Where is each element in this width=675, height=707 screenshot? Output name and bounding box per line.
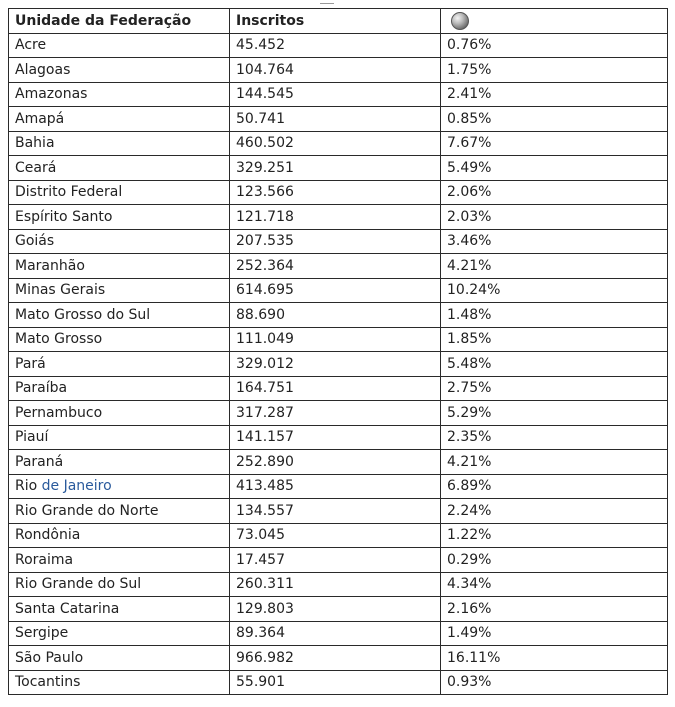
cell-state: Amazonas [9, 82, 230, 107]
cell-enrolled: 164.751 [230, 376, 441, 401]
cell-state: Bahia [9, 131, 230, 156]
table-row [9, 205, 668, 230]
cell-enrolled: 50.741 [230, 107, 441, 132]
cell-enrolled: 129.803 [230, 597, 441, 622]
top-edge-mark [320, 0, 334, 4]
cell-enrolled: 123.566 [230, 180, 441, 205]
cell-percent: 1.85% [441, 327, 668, 352]
cell-enrolled: 88.690 [230, 303, 441, 328]
table-row [9, 670, 668, 695]
globe-icon [451, 12, 469, 30]
cell-state: Roraima [9, 548, 230, 573]
cell-enrolled: 317.287 [230, 401, 441, 426]
cell-enrolled: 966.982 [230, 646, 441, 671]
cell-percent: 2.06% [441, 180, 668, 205]
cell-state: Acre [9, 33, 230, 58]
cell-percent: 7.67% [441, 131, 668, 156]
table-row [9, 58, 668, 83]
cell-enrolled: 141.157 [230, 425, 441, 450]
cell-percent: 16.11% [441, 646, 668, 671]
cell-state [9, 474, 230, 499]
cell-percent: 3.46% [441, 229, 668, 254]
table-row [9, 327, 668, 352]
table-row [9, 474, 668, 499]
cell-enrolled: 111.049 [230, 327, 441, 352]
state-name-prefix: Rio [15, 478, 42, 495]
cell-enrolled: 121.718 [230, 205, 441, 230]
cell-percent: 6.89% [441, 474, 668, 499]
cell-percent: 1.75% [441, 58, 668, 83]
cell-enrolled: 89.364 [230, 621, 441, 646]
cell-percent: 0.93% [441, 670, 668, 695]
cell-state: Paraná [9, 450, 230, 475]
cell-percent: 2.41% [441, 82, 668, 107]
header-percent [441, 9, 668, 34]
cell-state: Sergipe [9, 621, 230, 646]
table-row [9, 572, 668, 597]
cell-state: Pará [9, 352, 230, 377]
cell-state: Ceará [9, 156, 230, 181]
cell-enrolled: 45.452 [230, 33, 441, 58]
cell-enrolled: 134.557 [230, 499, 441, 524]
table-header-row [9, 9, 668, 34]
cell-percent: 0.85% [441, 107, 668, 132]
table-row [9, 180, 668, 205]
cell-state: Amapá [9, 107, 230, 132]
table-row [9, 376, 668, 401]
cell-state: Maranhão [9, 254, 230, 279]
cell-enrolled: 252.890 [230, 450, 441, 475]
cell-enrolled: 413.485 [230, 474, 441, 499]
cell-state: Rio Grande do Norte [9, 499, 230, 524]
cell-percent: 1.49% [441, 621, 668, 646]
cell-state: Pernambuco [9, 401, 230, 426]
cell-enrolled: 460.502 [230, 131, 441, 156]
cell-percent: 4.21% [441, 254, 668, 279]
cell-state: Tocantins [9, 670, 230, 695]
cell-enrolled: 329.251 [230, 156, 441, 181]
table-row [9, 450, 668, 475]
cell-state: Alagoas [9, 58, 230, 83]
table-row [9, 107, 668, 132]
cell-state: Rio Grande do Sul [9, 572, 230, 597]
cell-percent: 2.24% [441, 499, 668, 524]
cell-percent: 4.21% [441, 450, 668, 475]
cell-state: Espírito Santo [9, 205, 230, 230]
state-name-link[interactable]: de Janeiro [41, 478, 112, 495]
cell-percent: 10.24% [441, 278, 668, 303]
header-state: Unidade da Federação [9, 9, 230, 34]
cell-enrolled: 17.457 [230, 548, 441, 573]
table-row [9, 33, 668, 58]
cell-enrolled: 260.311 [230, 572, 441, 597]
cell-state: São Paulo [9, 646, 230, 671]
cell-percent: 2.35% [441, 425, 668, 450]
cell-percent: 2.75% [441, 376, 668, 401]
cell-percent: 5.29% [441, 401, 668, 426]
cell-state: Paraíba [9, 376, 230, 401]
cell-percent: 1.48% [441, 303, 668, 328]
header-enrolled: Inscritos [230, 9, 441, 34]
table-row [9, 597, 668, 622]
table-row [9, 621, 668, 646]
table-row [9, 229, 668, 254]
enrollment-table [8, 8, 668, 695]
cell-percent: 5.49% [441, 156, 668, 181]
table-row [9, 523, 668, 548]
table-row [9, 303, 668, 328]
cell-percent: 2.03% [441, 205, 668, 230]
cell-enrolled: 104.764 [230, 58, 441, 83]
table-row [9, 401, 668, 426]
table-row [9, 156, 668, 181]
cell-percent: 0.76% [441, 33, 668, 58]
table-row [9, 548, 668, 573]
cell-state: Santa Catarina [9, 597, 230, 622]
cell-enrolled: 329.012 [230, 352, 441, 377]
cell-enrolled: 144.545 [230, 82, 441, 107]
cell-percent: 1.22% [441, 523, 668, 548]
cell-state: Distrito Federal [9, 180, 230, 205]
cell-percent: 2.16% [441, 597, 668, 622]
cell-state: Mato Grosso do Sul [9, 303, 230, 328]
cell-percent: 0.29% [441, 548, 668, 573]
cell-percent: 5.48% [441, 352, 668, 377]
cell-enrolled: 252.364 [230, 254, 441, 279]
cell-enrolled: 55.901 [230, 670, 441, 695]
cell-enrolled: 614.695 [230, 278, 441, 303]
table-row [9, 499, 668, 524]
table-row [9, 131, 668, 156]
table-row [9, 278, 668, 303]
cell-enrolled: 73.045 [230, 523, 441, 548]
cell-enrolled: 207.535 [230, 229, 441, 254]
cell-state: Rondônia [9, 523, 230, 548]
cell-state: Mato Grosso [9, 327, 230, 352]
table-row [9, 646, 668, 671]
table-row [9, 82, 668, 107]
cell-percent: 4.34% [441, 572, 668, 597]
table-row [9, 254, 668, 279]
table-row [9, 352, 668, 377]
cell-state: Minas Gerais [9, 278, 230, 303]
table-row [9, 425, 668, 450]
cell-state: Piauí [9, 425, 230, 450]
cell-state: Goiás [9, 229, 230, 254]
